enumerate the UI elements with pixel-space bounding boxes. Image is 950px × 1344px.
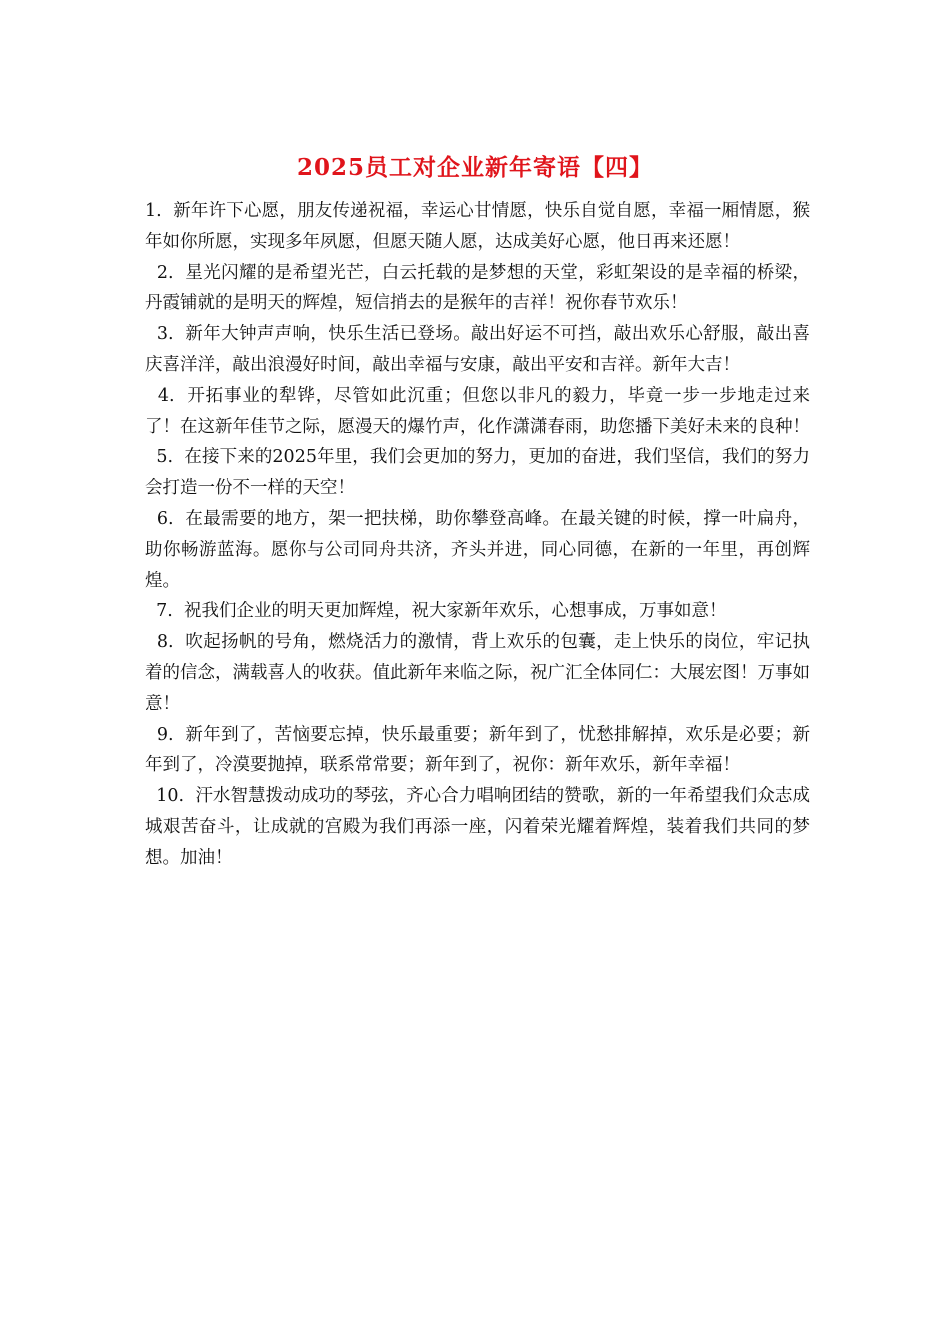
paragraph-number: 4.	[157, 385, 175, 406]
paragraph-text: 新年大钟声声响，快乐生活已登场。敲出好运不可挡，敲出欢乐心舒服，敲出喜庆喜洋洋，敲出浪漫好时间，敲出幸福与安康，敲出平安和吉祥。新年大吉！	[145, 324, 810, 375]
paragraph-number: 3.	[156, 324, 174, 345]
paragraph-3	[145, 319, 810, 381]
paragraph-number: 6.	[156, 508, 174, 529]
paragraph-number: 7.	[156, 601, 173, 622]
paragraph-number: 2.	[156, 262, 174, 283]
document-title: 2025员工对企业新年寄语【四】	[296, 154, 653, 181]
paragraph-number: 9.	[156, 724, 174, 745]
paragraph-8	[145, 627, 810, 719]
paragraph-1	[145, 196, 810, 258]
paragraph-text: 星光闪耀的是希望光芒，白云托载的是梦想的天堂，彩虹架设的是幸福的桥梁，丹霞铺就的是明天的辉煌，短信捎去的是猴年的吉祥！祝你春节欢乐！	[145, 262, 810, 314]
paragraph-number: 1.	[145, 201, 162, 221]
paragraph-text: 祝我们企业的明天更加辉煌，祝大家新年欢乐，心想事成，万事如意！	[183, 601, 727, 622]
paragraph-4	[145, 381, 810, 443]
paragraph-7	[145, 596, 810, 627]
document-body	[145, 196, 810, 874]
paragraph-9	[145, 720, 810, 782]
paragraph-text: 开拓事业的犁铧，尽管如此沉重；但您以非凡的毅力，毕竟一步一步地走过来了！在这新年佳节之际，愿漫天的爆竹声，化作潇潇春雨，助您播下美好未来的良种！	[145, 385, 810, 437]
paragraph-10	[145, 781, 810, 873]
paragraph-2	[145, 258, 810, 320]
paragraph-text: 在最需要的地方，架一把扶梯，助你攀登高峰。在最关键的时候，撑一叶扁舟，助你畅游蓝海。愿你与公司同舟共济，齐头并进，同心同德，在新的一年里，再创辉煌。	[145, 508, 810, 591]
paragraph-number: 8.	[156, 632, 174, 653]
paragraph-text: 新年到了，苦恼要忘掉，快乐最重要；新年到了，忧愁排解掉，欢乐是必要；新年到了，冷漠要抛掉，联系常常要；新年到了，祝你：新年欢乐，新年幸福！	[145, 724, 810, 776]
paragraph-number: 10.	[156, 786, 185, 807]
paragraph-number: 5.	[156, 447, 174, 468]
paragraph-text: 在接下来的2025年里，我们会更加的努力，更加的奋进，我们坚信，我们的努力会打造一份不一样的天空！	[145, 447, 810, 499]
paragraph-text: 汗水智慧拨动成功的琴弦，齐心合力唱响团结的赞歌，新的一年希望我们众志成城艰苦奋斗，让成就的宫殿为我们再添一座，闪着荣光耀着辉煌，装着我们共同的梦想。加油！	[145, 786, 810, 868]
paragraph-text: 新年许下心愿，朋友传递祝福，幸运心甘情愿，快乐自觉自愿，幸福一厢情愿，猴年如你所愿，实现多年夙愿，但愿天随人愿，达成美好心愿，他日再来还愿！	[145, 201, 810, 252]
paragraph-text: 吹起扬帆的号角，燃烧活力的激情，背上欢乐的包囊，走上快乐的岗位，牢记执着的信念，满载喜人的收获。值此新年来临之际，祝广汇全体同仁：大展宏图！万事如意！	[145, 632, 810, 714]
paragraph-6	[145, 504, 810, 596]
paragraph-5	[145, 442, 810, 504]
